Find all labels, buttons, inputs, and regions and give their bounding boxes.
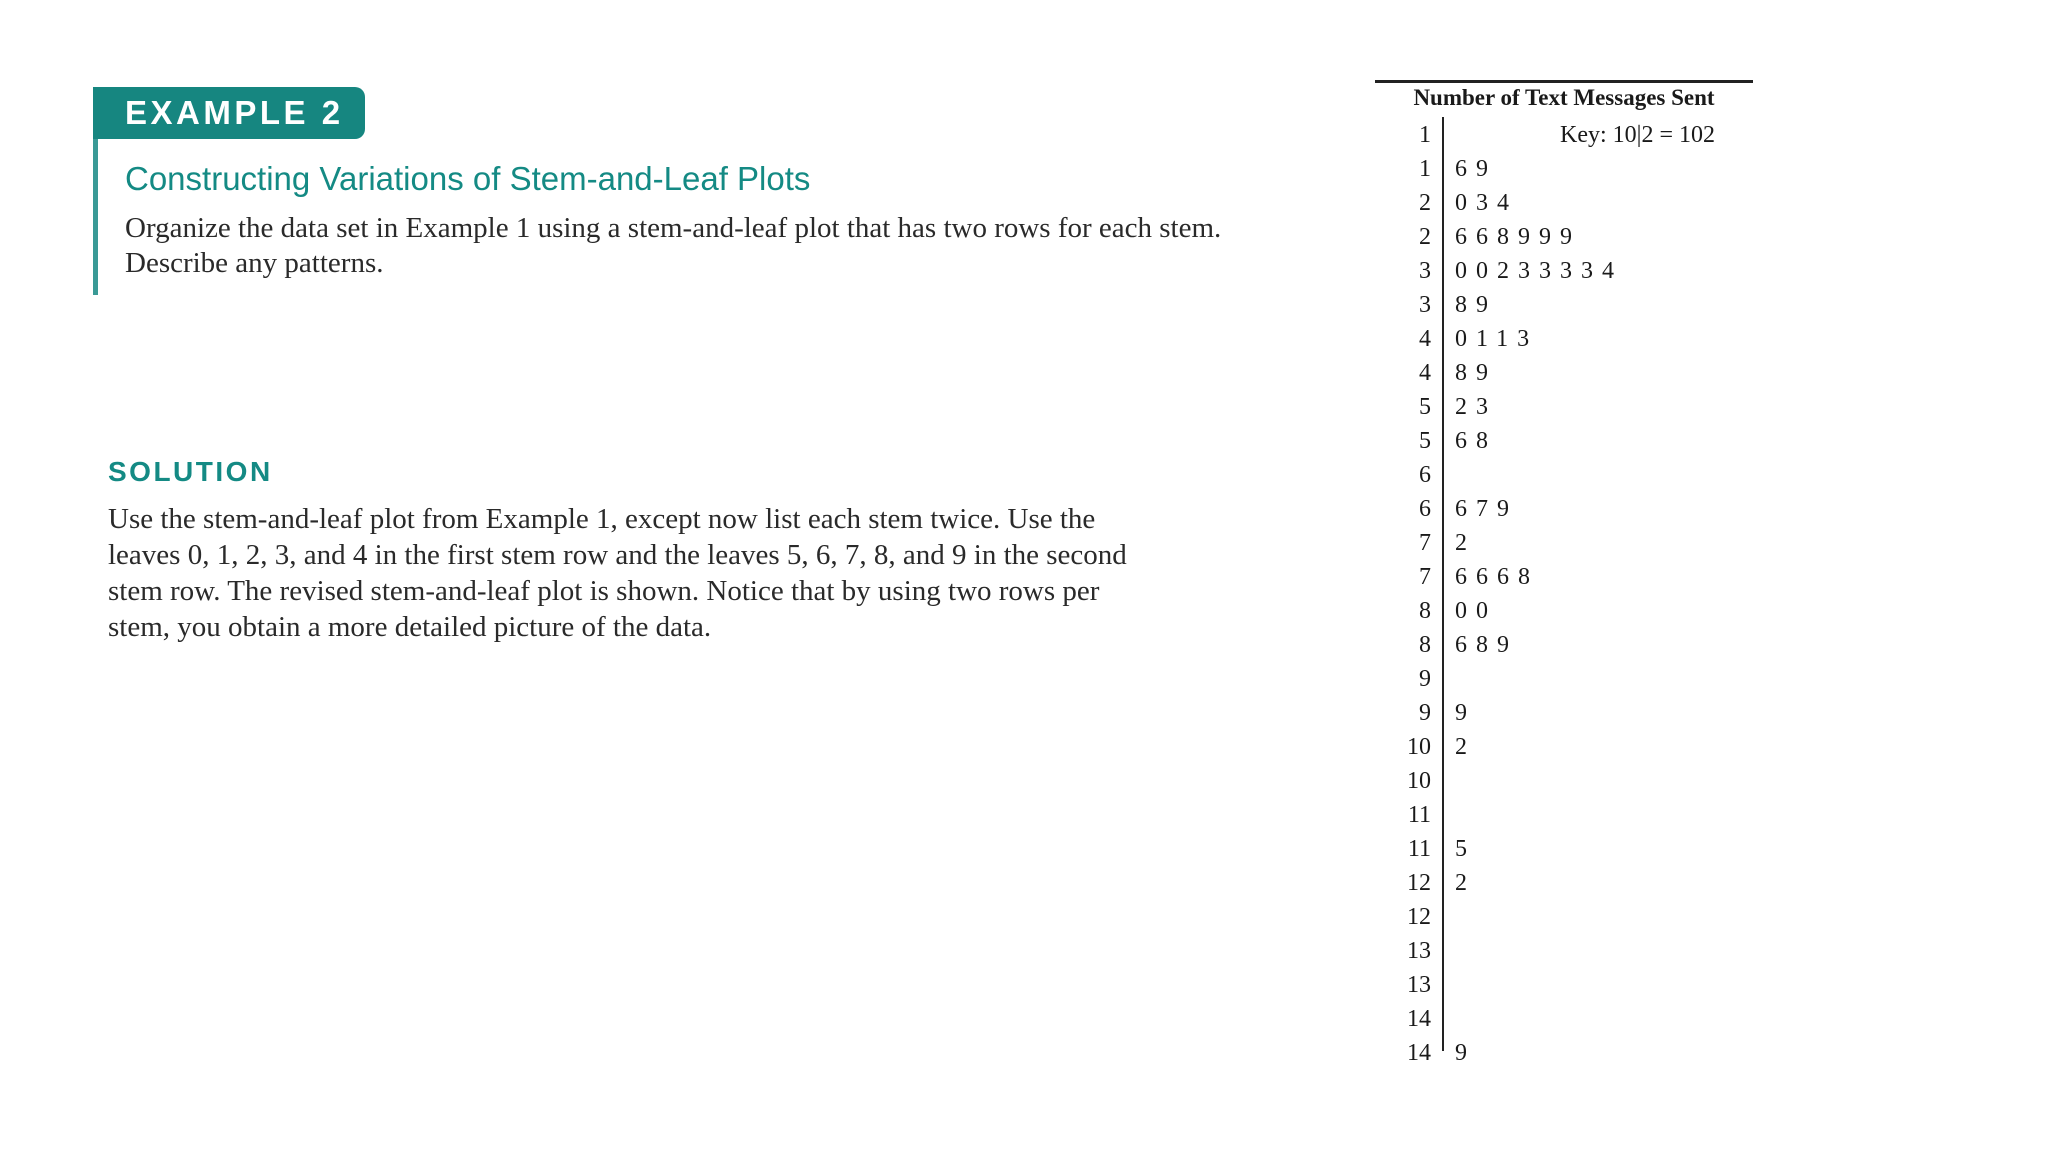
stem-value: 1 [1419, 122, 1431, 148]
plot-row [1375, 594, 1753, 628]
plot-row [1375, 764, 1753, 798]
plot-row [1375, 934, 1753, 968]
stem-value: 10 [1407, 768, 1431, 794]
example-title: Constructing Variations of Stem-and-Leaf Plots [125, 160, 811, 197]
stem-value: 13 [1407, 938, 1431, 964]
stem-value: 3 [1419, 292, 1431, 318]
plot-row [1375, 832, 1753, 866]
leaf-values: 689 [1455, 632, 1518, 658]
plot-row [1375, 662, 1753, 696]
plot-row [1375, 254, 1753, 288]
plot-rows [1375, 118, 1753, 1070]
leaf-values: 668999 [1455, 224, 1581, 250]
stem-value: 9 [1419, 666, 1431, 692]
stem-value: 13 [1407, 972, 1431, 998]
leaf-values: 00233334 [1455, 258, 1623, 284]
plot-row [1375, 628, 1753, 662]
stem-value: 4 [1419, 360, 1431, 386]
leaf-values: 89 [1455, 360, 1497, 386]
stem-value: 10 [1407, 734, 1431, 760]
plot-row [1375, 288, 1753, 322]
leaf-values: 034 [1455, 190, 1518, 216]
stem-value: 12 [1407, 870, 1431, 896]
stem-value: 5 [1419, 394, 1431, 420]
leaf-values: 89 [1455, 292, 1497, 318]
plot-row [1375, 390, 1753, 424]
example-block [93, 87, 1222, 295]
solution-text: Use the stem-and-leaf plot from Example 1, except now list each stem twice. Use the leaves 0, 1, 2, 3, and 4 in the first stem row and the leaves 5, 6, 7, 8, and 9 in the second stem row. The revised stem-and-leaf plot is shown. Notice that by using two rows per stem, you obtain a more detailed picture of the data. [108, 503, 1127, 643]
stem-value: 8 [1419, 598, 1431, 624]
plot-row [1375, 968, 1753, 1002]
plot-row [1375, 152, 1753, 186]
solution-heading: SOLUTION [108, 456, 273, 487]
stem-value: 8 [1419, 632, 1431, 658]
stem-value: 7 [1419, 530, 1431, 556]
plot-row [1375, 866, 1753, 900]
leaf-values: 5 [1455, 836, 1476, 862]
stem-value: 12 [1407, 904, 1431, 930]
stem-value: 9 [1419, 700, 1431, 726]
leaf-values: 2 [1455, 870, 1476, 896]
plot-row [1375, 322, 1753, 356]
stem-value: 11 [1407, 836, 1431, 862]
stem-value: 2 [1419, 224, 1431, 250]
stem-value: 6 [1419, 496, 1431, 522]
example-banner: EXAMPLE 2 [93, 87, 365, 139]
stem-value: 7 [1419, 564, 1431, 590]
leaf-values: 69 [1455, 156, 1497, 182]
leaf-values: 23 [1455, 394, 1497, 420]
stem-value: 1 [1419, 156, 1431, 182]
plot-row [1375, 220, 1753, 254]
stem-value: 2 [1419, 190, 1431, 216]
plot-row [1375, 1036, 1753, 1070]
plot-row [1375, 424, 1753, 458]
leaf-values: 00 [1455, 598, 1497, 624]
example-text: Organize the data set in Example 1 using a stem-and-leaf plot that has two rows for each stem. Describe any patterns. [125, 212, 1222, 279]
plot-key: Key: 10|2 = 102 [1560, 122, 1715, 148]
stem-value: 4 [1419, 326, 1431, 352]
stem-value: 3 [1419, 258, 1431, 284]
plot-row [1375, 118, 1753, 152]
plot-row [1375, 186, 1753, 220]
leaf-values: 9 [1455, 1040, 1476, 1066]
plot-row [1375, 526, 1753, 560]
plot-row [1375, 798, 1753, 832]
plot-row [1375, 560, 1753, 594]
plot-row [1375, 696, 1753, 730]
leaf-values: 9 [1455, 700, 1476, 726]
leaf-values: 679 [1455, 496, 1518, 522]
plot-row [1375, 356, 1753, 390]
plot-row [1375, 1002, 1753, 1036]
plot-row [1375, 900, 1753, 934]
leaf-values: 2 [1455, 734, 1476, 760]
plot-row [1375, 492, 1753, 526]
stem-value: 14 [1407, 1006, 1431, 1032]
leaf-values: 0113 [1455, 326, 1539, 352]
stem-value: 14 [1407, 1040, 1431, 1066]
plot-row [1375, 458, 1753, 492]
stem-value: 11 [1407, 802, 1431, 828]
plot-title: Number of Text Messages Sent [1413, 85, 1715, 110]
stem-value: 6 [1419, 462, 1431, 488]
leaf-values: 6668 [1455, 564, 1539, 590]
plot-row [1375, 730, 1753, 764]
stem-and-leaf-plot [1375, 80, 1755, 1080]
stem-value: 5 [1419, 428, 1431, 454]
leaf-values: 2 [1455, 530, 1476, 556]
leaf-values: 68 [1455, 428, 1497, 454]
